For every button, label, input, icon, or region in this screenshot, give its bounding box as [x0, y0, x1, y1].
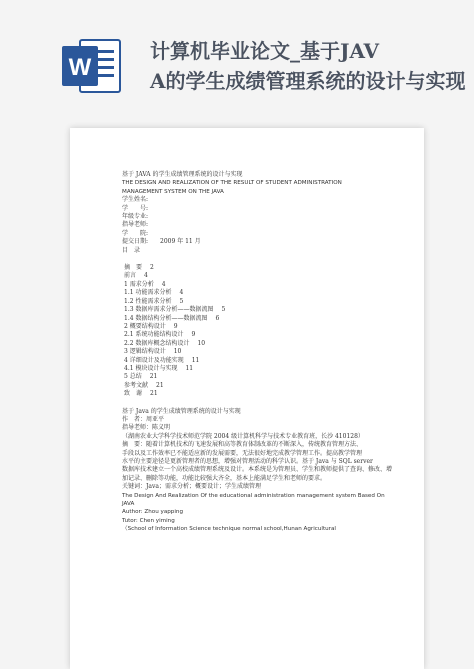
abstract-text-line: 手段以及工作效率已不能适应新的发展需要，无法很好地完成教学管理工作。提高教学管理: [122, 449, 363, 457]
toc-item: 4.1 模块设计与实现 11: [124, 364, 194, 372]
english-tutor: Tutor: Chen yiming: [122, 517, 175, 524]
toc-item: 2.1 系统功能结构设计 9: [124, 331, 196, 339]
english-title-line: The Design And Realization Of the educational administration management system Based On: [122, 492, 385, 499]
doc-title-en-2: MANAGEMENT SYSTEM ON THE JAVA: [122, 188, 224, 195]
toc-item: 4 详细设计及功能实现 11: [124, 356, 200, 364]
abstract-title: 基于 Java 的学生成绩管理系统的设计与实现: [122, 407, 241, 415]
toc-item: 5 总结 21: [124, 373, 158, 381]
abstract-affiliation: （湖南农业大学科学技术师范学院 2004 级计算机科学与技术专业教育班，长沙 410128）: [122, 432, 364, 440]
toc-item: 3 逻辑结构设计 10: [124, 348, 182, 356]
abstract-tutor: 指导老师：陈义明: [122, 424, 171, 432]
title-line-1: 计算机毕业论文_基于JAV: [150, 39, 380, 63]
abstract-text-line: 摘 要：随着计算机技术的飞速发展和高等教育体制改革的不断深入，传统教育管理方法、: [122, 441, 363, 449]
toc-item: 1.1 功能需求分析 4: [124, 289, 184, 297]
toc-item: 1.4 数据结构分析——数据流图 6: [124, 314, 220, 322]
toc-item: 摘 要 2: [124, 264, 154, 272]
toc-item: 1.2 性能需求分析 5: [124, 297, 184, 305]
abstract-text-line: 水平的主要途径是更新管理者的思想，增强对管理活动的科学认识。基于 Java 与 SQL server: [122, 458, 373, 465]
college-field: 学 院:: [122, 229, 149, 237]
header: [0, 0, 474, 120]
abstract-text-line: 加记录、删除等功能，功能比较强大齐全，基本上能满足学生和老师的要求。: [122, 474, 327, 482]
document-content: [122, 171, 412, 534]
abstract-text-line: 数据库技术建立一个高校成绩管理系统及设计。本系统是为管理员、学生和教师提供了查询、修改、增: [122, 466, 393, 474]
doc-title-cn: 基于 JAVA 的学生成绩管理系统的设计与实现: [122, 171, 243, 178]
page-title: [150, 36, 468, 96]
word-document-icon: [60, 36, 122, 96]
keywords-line: 关键词：Java；需求分析；概要设计；学生成绩管理: [122, 483, 261, 491]
student-name-field: 学生姓名:: [122, 196, 149, 204]
toc-item: 2 概要结构设计 9: [124, 322, 178, 330]
toc-item: 参考文献 21: [124, 381, 164, 389]
english-author: Author: Zhou yapping: [122, 509, 184, 516]
table-of-contents: [122, 264, 412, 399]
english-title-line: JAVA: [122, 501, 135, 508]
toc-item: 1 需求分析 4: [124, 280, 166, 288]
doc-title-en-1: THE DESIGN AND REALIZATION OF THE RESULT OF STUDENT ADMINISTRATION: [122, 180, 342, 187]
toc-item: 前言 4: [124, 272, 148, 280]
toc-item: 致 谢 21: [124, 390, 158, 398]
english-affiliation: （School of Information Science technique normal school,Hunan Agricultural: [122, 526, 336, 533]
toc-item: 1.3 数据库需求分析——数据流图 5: [124, 306, 226, 314]
svg-text:W: W: [68, 54, 92, 81]
student-id-field: 学 号:: [122, 204, 149, 212]
toc-item: 2.2 数据库概念结构设计 10: [124, 339, 206, 347]
advisor-field: 指导老师:: [122, 221, 149, 229]
toc-heading: 目 录: [122, 246, 141, 254]
grade-major-field: 年级专业:: [122, 213, 149, 221]
submit-date-field: 提交日期: 2009 年 11 月: [122, 238, 201, 246]
title-line-2: A的学生成绩管理系统的设计与实现: [150, 69, 466, 93]
abstract-author: 作 者：周亚平: [122, 415, 165, 423]
document-page: [70, 128, 424, 669]
